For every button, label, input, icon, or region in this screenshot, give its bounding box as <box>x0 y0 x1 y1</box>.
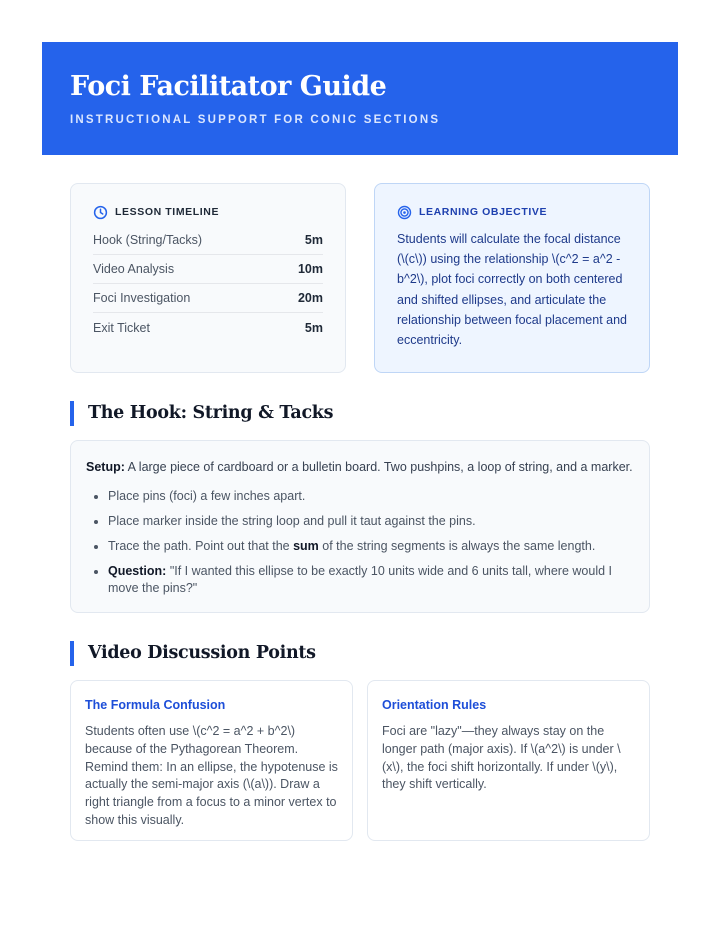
timeline-list <box>93 226 323 342</box>
setup-text: A large piece of cardboard or a bulletin board. Two pushpins, a loop of string, and a marker. <box>124 460 633 474</box>
video-point-text: Students often use \(c^2 = a^2 + b^2\) because of the Pythagorean Theorem. Remind them: In an ellipse, the hypotenuse is actually the semi-major axis (\(a\)). Draw a right triangle from a focus to a minor vertex to show this visually. <box>85 724 338 827</box>
lesson-timeline-heading <box>93 204 323 220</box>
video-point-title: The Formula Confusion <box>85 698 226 712</box>
hook-card <box>70 440 650 613</box>
list-item: • Place pins (foci) a few inches apart. <box>108 488 634 505</box>
timeline-item <box>93 255 323 284</box>
video-point-card <box>70 680 353 841</box>
lesson-timeline-card <box>70 183 346 373</box>
learning-objective-title: LEARNING OBJECTIVE <box>419 206 548 218</box>
learning-objective-card <box>374 183 650 373</box>
list-item <box>108 538 634 555</box>
timeline-item-label: Video Analysis <box>93 262 175 276</box>
timeline-item-label: Exit Ticket <box>93 320 150 335</box>
question-text: "If I wanted this ellipse to be exactly 10 units wide and 6 units tall, where would I move the pins?" <box>108 564 612 595</box>
timeline-item-duration: 5m <box>304 233 323 247</box>
page-title: Foci Facilitator Guide <box>70 71 387 102</box>
timeline-item <box>93 226 323 255</box>
page-header <box>42 42 678 155</box>
video-point-card <box>367 680 650 841</box>
bullet-text: of the string segments is always the same length. <box>318 539 596 553</box>
target-icon <box>397 205 412 220</box>
timeline-item <box>93 284 323 313</box>
page-subtitle: INSTRUCTIONAL SUPPORT FOR CONIC SECTIONS <box>70 114 441 126</box>
learning-objective-heading <box>397 204 627 220</box>
list-item: • Place marker inside the string loop and pull it taut against the pins. <box>108 513 634 530</box>
timeline-item-duration: 20m <box>297 291 323 305</box>
timeline-item-duration: 10m <box>297 262 323 276</box>
list-item <box>108 563 634 597</box>
timeline-item-label: Foci Investigation <box>93 291 191 305</box>
bullet-emphasis: sum <box>293 539 319 553</box>
clock-icon <box>93 205 108 220</box>
bullet-text: Trace the path. Point out that the <box>108 539 294 553</box>
section-heading-video: Video Discussion Points <box>70 641 316 666</box>
learning-objective-text: Students will calculate the focal distance (\(c\)) using the relationship \(c^2 = a^2 - b^2\), plot foci correctly on both centered and shifted ellipses, and articulate the relationship between focal placement and eccentricity. <box>397 232 628 348</box>
video-point-text: Foci are "lazy"—they always stay on the longer path (major axis). If \(a^2\) is under \(x\), the foci shift horizontally. If under \(y\), they shift vertically. <box>382 724 621 792</box>
section-heading-hook: The Hook: String & Tacks <box>70 401 333 426</box>
timeline-item-label: Hook (String/Tacks) <box>93 233 203 247</box>
timeline-item <box>93 313 323 342</box>
hook-setup <box>86 458 634 476</box>
setup-label: Setup: <box>86 460 125 474</box>
video-point-title: Orientation Rules <box>382 698 487 712</box>
lesson-timeline-title: LESSON TIMELINE <box>115 206 220 218</box>
timeline-item-duration: 5m <box>304 320 323 335</box>
question-label: Question: <box>108 564 167 578</box>
hook-steps <box>86 488 634 597</box>
